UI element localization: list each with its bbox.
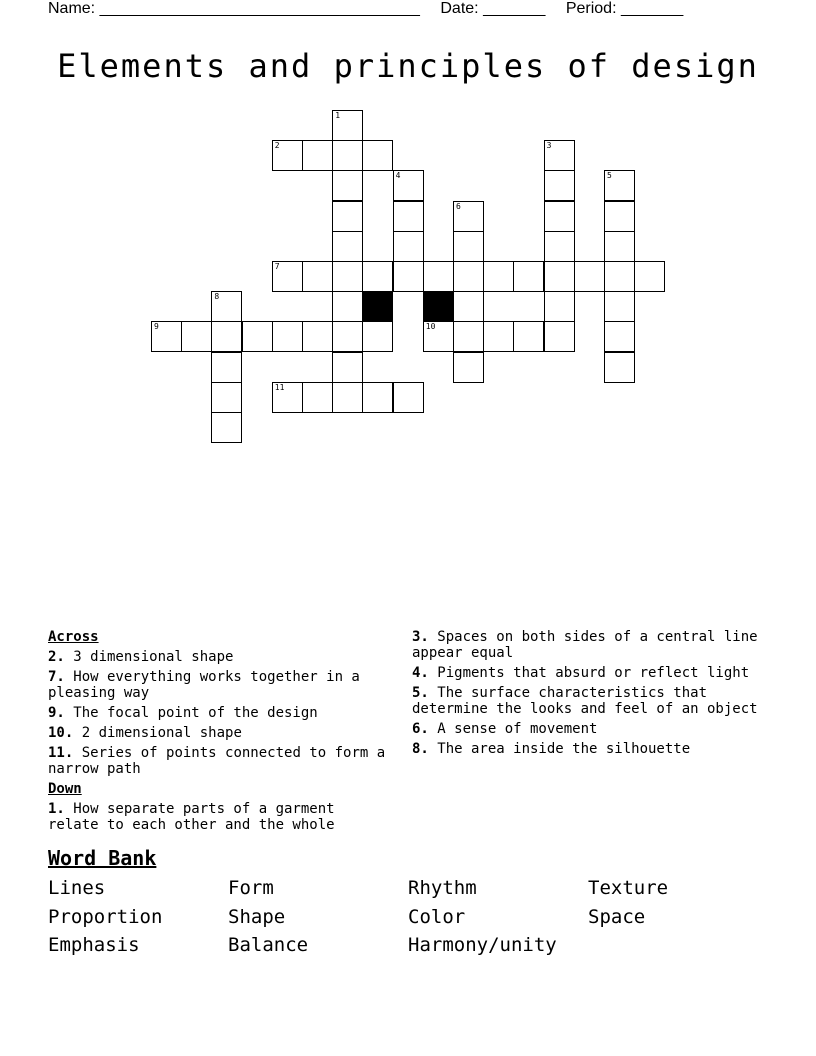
clue-item — [412, 629, 762, 661]
word-bank-item: Emphasis — [48, 934, 140, 956]
clues-left-column — [48, 629, 393, 837]
crossword-cell[interactable] — [393, 261, 424, 292]
crossword-cell[interactable] — [453, 201, 484, 232]
word-bank — [48, 874, 768, 960]
crossword-block-cell — [362, 291, 393, 322]
crossword-cell[interactable] — [544, 231, 575, 262]
word-bank-item: Color — [408, 905, 466, 928]
word-bank-item: Proportion — [48, 905, 163, 928]
name-field[interactable]: Name: ____________________________________ — [48, 0, 420, 17]
crossword-grid — [0, 0, 816, 460]
clue-text: How everything works together in a pleasing way — [48, 669, 360, 701]
crossword-cell[interactable] — [332, 382, 363, 413]
clue-number-label: 9. — [48, 705, 65, 721]
crossword-cell[interactable] — [544, 321, 575, 352]
clue-item — [48, 669, 393, 701]
clue-item — [48, 801, 393, 833]
crossword-cell[interactable] — [332, 261, 363, 292]
crossword-cell[interactable] — [332, 170, 363, 201]
crossword-cell[interactable] — [453, 231, 484, 262]
crossword-cell[interactable] — [604, 201, 635, 232]
clue-number: 7 — [274, 262, 280, 271]
clue-number: 8 — [214, 292, 220, 302]
word-bank-item: Texture — [588, 877, 669, 899]
clue-number: 5 — [607, 171, 612, 181]
crossword-cell[interactable] — [181, 321, 212, 352]
clue-number-label: 4. — [412, 665, 429, 681]
down-clue-list — [48, 801, 393, 833]
clue-item — [48, 649, 393, 665]
crossword-cell[interactable] — [513, 321, 544, 352]
clue-text: Pigments that absurd or reflect light — [428, 665, 750, 681]
crossword-cell[interactable] — [272, 321, 303, 352]
word-bank-item: Harmony/unity — [408, 934, 557, 956]
crossword-cell[interactable] — [453, 261, 484, 292]
crossword-cell[interactable] — [544, 291, 575, 322]
clue-number: 11 — [274, 382, 285, 392]
word-bank-item: Rhythm — [408, 877, 477, 899]
clue-text: 3 dimensional shape — [64, 649, 234, 665]
clue-number: 2 — [274, 141, 280, 151]
crossword-cell[interactable] — [211, 412, 242, 443]
clue-item — [48, 705, 393, 721]
crossword-cell[interactable] — [453, 321, 484, 352]
word-bank-item: Form — [228, 877, 274, 899]
crossword-block-cell — [423, 291, 454, 322]
clue-item — [48, 725, 393, 741]
crossword-cell[interactable] — [362, 321, 393, 352]
crossword-cell[interactable] — [604, 321, 635, 352]
crossword-cell[interactable] — [332, 352, 363, 383]
word-bank-item: Balance — [228, 934, 309, 956]
crossword-cell[interactable] — [302, 321, 333, 352]
clue-number-label: 2. — [48, 649, 65, 665]
clue-number-label: 1. — [48, 801, 65, 817]
clue-number: 1 — [335, 111, 341, 120]
period-field[interactable]: Period: _______ — [565, 0, 684, 17]
clue-text: How separate parts of a garment relate to each other and the whole — [48, 801, 335, 833]
word-bank-item: Space — [588, 905, 646, 928]
crossword-cell[interactable] — [211, 352, 242, 383]
crossword-cell[interactable] — [604, 291, 635, 322]
clue-number-label: 3. — [412, 629, 429, 645]
crossword-cell[interactable] — [302, 140, 333, 171]
clue-number-label: 10. — [48, 725, 74, 741]
crossword-cell[interactable] — [544, 140, 575, 171]
crossword-cell[interactable] — [272, 382, 303, 413]
crossword-cell[interactable] — [483, 261, 514, 292]
clue-number: 6 — [456, 201, 461, 211]
crossword-cell[interactable] — [302, 382, 333, 413]
crossword-cell[interactable] — [604, 170, 635, 201]
crossword-cell[interactable] — [393, 201, 424, 232]
crossword-cell[interactable] — [604, 352, 635, 383]
crossword-cell[interactable] — [544, 201, 575, 232]
crossword-cell[interactable] — [393, 170, 424, 201]
crossword-cell[interactable] — [332, 321, 363, 352]
clue-number-label: 8. — [412, 741, 429, 757]
crossword-cell[interactable] — [544, 170, 575, 201]
crossword-cell[interactable] — [272, 261, 303, 292]
date-field[interactable]: Date: _______ — [440, 0, 546, 17]
page-title: Elements and principles of design — [57, 47, 759, 85]
clue-text: Series of points connected to form a narrow path — [48, 745, 386, 777]
crossword-cell[interactable] — [302, 261, 333, 292]
clue-text: 2 dimensional shape — [73, 725, 242, 741]
clue-text: Spaces on both sides of a central line appear equal — [412, 629, 758, 661]
clue-number-label: 6. — [412, 721, 429, 737]
down-clue-list-continued — [412, 629, 762, 757]
clue-number: 10 — [425, 322, 436, 332]
crossword-cell[interactable] — [423, 321, 454, 352]
clue-item — [48, 745, 393, 777]
crossword-cell[interactable] — [362, 261, 393, 292]
crossword-cell[interactable] — [453, 352, 484, 383]
clue-text: The area inside the silhouette — [428, 741, 691, 757]
clue-item — [412, 721, 762, 737]
word-bank-title: Word Bank — [48, 846, 157, 870]
crossword-cell[interactable] — [513, 261, 544, 292]
word-bank-item: Shape — [228, 905, 286, 928]
crossword-cell[interactable] — [544, 261, 575, 292]
crossword-cell[interactable] — [362, 382, 393, 413]
crossword-cell[interactable] — [242, 321, 273, 352]
across-clue-list — [48, 649, 393, 777]
word-bank-item: Lines — [48, 877, 106, 899]
crossword-cell[interactable] — [362, 140, 393, 171]
clue-number-label: 7. — [48, 669, 65, 685]
crossword-cell[interactable] — [574, 261, 605, 292]
crossword-cell[interactable] — [332, 291, 363, 322]
crossword-cell[interactable] — [211, 291, 242, 322]
clue-number: 9 — [154, 322, 159, 332]
clue-number-label: 11. — [48, 745, 74, 761]
crossword-cell[interactable] — [453, 291, 484, 322]
clue-item — [412, 741, 762, 757]
crossword-cell[interactable] — [483, 321, 514, 352]
across-heading: Across — [48, 629, 99, 645]
clue-text: The surface characteristics that determine the looks and feel of an object — [412, 685, 758, 717]
down-heading: Down — [48, 781, 82, 797]
crossword-cell[interactable] — [211, 321, 242, 352]
clues-right-column — [412, 629, 762, 761]
crossword-cell[interactable] — [151, 321, 182, 352]
clue-item — [412, 665, 762, 681]
clue-text: A sense of movement — [428, 721, 598, 737]
crossword-cell[interactable] — [332, 231, 363, 262]
clue-text: The focal point of the design — [64, 705, 318, 721]
crossword-cell[interactable] — [604, 231, 635, 262]
clue-number: 3 — [546, 141, 552, 151]
crossword-cell[interactable] — [393, 231, 424, 262]
crossword-cell[interactable] — [634, 261, 665, 292]
crossword-cell[interactable] — [332, 140, 363, 171]
crossword-cell[interactable] — [423, 261, 454, 292]
crossword-cell[interactable] — [393, 382, 424, 413]
crossword-cell[interactable] — [272, 140, 303, 171]
crossword-cell[interactable] — [604, 261, 635, 292]
crossword-cell[interactable] — [332, 201, 363, 232]
clue-number-label: 5. — [412, 685, 429, 701]
clue-item — [412, 685, 762, 717]
crossword-cell[interactable] — [211, 382, 242, 413]
crossword-cell[interactable] — [332, 110, 363, 141]
clue-number: 4 — [395, 171, 401, 181]
